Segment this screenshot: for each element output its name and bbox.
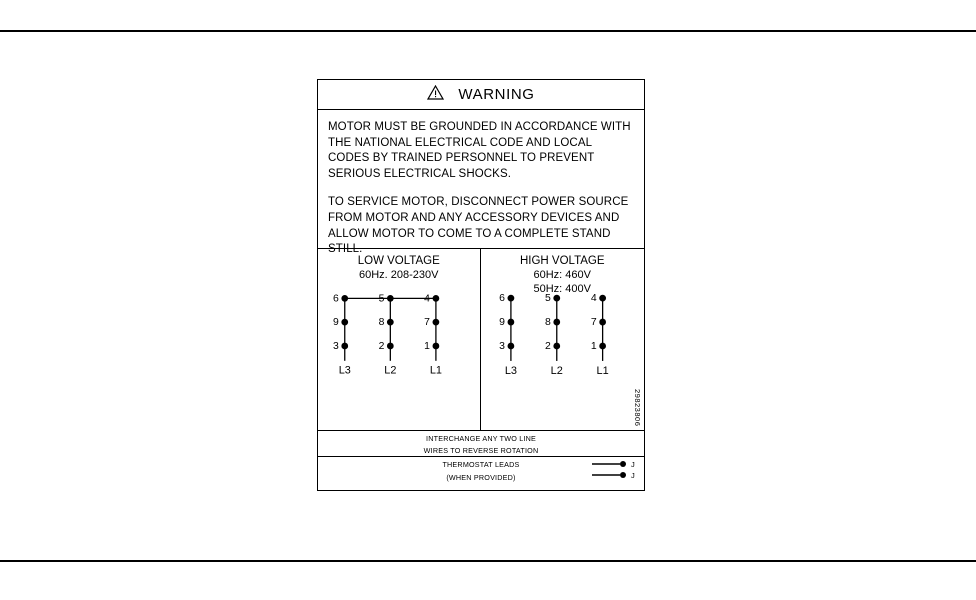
svg-text:L1: L1 xyxy=(596,364,609,377)
diagram-high-voltage xyxy=(481,249,645,430)
svg-text:7: 7 xyxy=(424,317,430,329)
svg-text:L1: L1 xyxy=(429,364,442,377)
diagram-low-voltage-graphic xyxy=(318,249,480,430)
diagram-high-voltage-subtitle-50hz: 50Hz: 400V xyxy=(533,283,591,295)
diagram-high-voltage-graphic xyxy=(481,249,645,430)
note-interchange-line2: WIRES TO REVERSE ROTATION xyxy=(423,446,539,455)
svg-text:3: 3 xyxy=(333,340,339,352)
svg-text:L3: L3 xyxy=(504,364,517,377)
svg-text:5: 5 xyxy=(378,293,385,305)
warning-body xyxy=(318,110,644,256)
svg-text:L3: L3 xyxy=(338,364,351,377)
svg-text:J: J xyxy=(631,460,635,469)
warning-paragraph-service: TO SERVICE MOTOR, DISCONNECT POWER SOURCE FROM MOTOR AND ANY ACCESSORY DEVICES AND ALLOW MOTOR TO COME TO A COMPLETE STAND STILL. xyxy=(328,196,629,256)
page-top-rule xyxy=(0,30,976,32)
wiring-diagrams xyxy=(318,249,644,431)
page-bottom-rule xyxy=(0,560,976,562)
svg-text:8: 8 xyxy=(544,317,551,329)
svg-text:L2: L2 xyxy=(384,364,397,377)
svg-text:3: 3 xyxy=(498,340,505,352)
note-thermostat-leads: THERMOSTAT LEADS xyxy=(442,460,520,469)
thermostat-leads-graphic xyxy=(586,457,644,485)
note-thermostat-when-provided: (WHEN PROVIDED) xyxy=(446,473,516,482)
diagram-low-voltage-title: LOW VOLTAGE xyxy=(357,255,440,267)
diagram-low-voltage-subtitle: 60Hz. 208-230V xyxy=(359,269,439,281)
svg-text:4: 4 xyxy=(590,293,597,305)
thermostat-leads-block xyxy=(318,456,644,485)
warning-paragraph-grounding: MOTOR MUST BE GROUNDED IN ACCORDANCE WITH THE NATIONAL ELECTRICAL CODE AND LOCAL CODES BY TRAINED PERSONNEL TO PREVENT SERIOUS ELECTRICAL SHOCKS. xyxy=(328,121,631,180)
diagram-high-voltage-subtitle-60hz: 60Hz: 460V xyxy=(533,269,591,281)
svg-text:1: 1 xyxy=(424,340,430,352)
svg-text:7: 7 xyxy=(590,317,597,329)
motor-nameplate-label xyxy=(317,79,645,491)
part-code: 29823806 xyxy=(633,388,642,426)
svg-text:2: 2 xyxy=(378,340,385,352)
svg-text:6: 6 xyxy=(498,293,505,305)
svg-text:8: 8 xyxy=(378,317,385,329)
svg-text:L2: L2 xyxy=(550,364,563,377)
diagram-high-voltage-title: HIGH VOLTAGE xyxy=(519,255,605,267)
svg-text:9: 9 xyxy=(333,317,339,329)
warning-triangle-icon xyxy=(427,85,444,105)
svg-text:5: 5 xyxy=(544,293,551,305)
warning-header xyxy=(318,80,644,110)
svg-text:9: 9 xyxy=(498,317,505,329)
svg-text:J: J xyxy=(631,471,635,480)
diagram-low-voltage xyxy=(318,249,481,430)
svg-text:6: 6 xyxy=(333,293,339,305)
svg-text:4: 4 xyxy=(424,293,430,305)
svg-text:2: 2 xyxy=(544,340,551,352)
note-interchange-line1: INTERCHANGE ANY TWO LINE xyxy=(426,434,536,443)
svg-text:1: 1 xyxy=(590,340,597,352)
warning-title: WARNING xyxy=(458,86,535,103)
